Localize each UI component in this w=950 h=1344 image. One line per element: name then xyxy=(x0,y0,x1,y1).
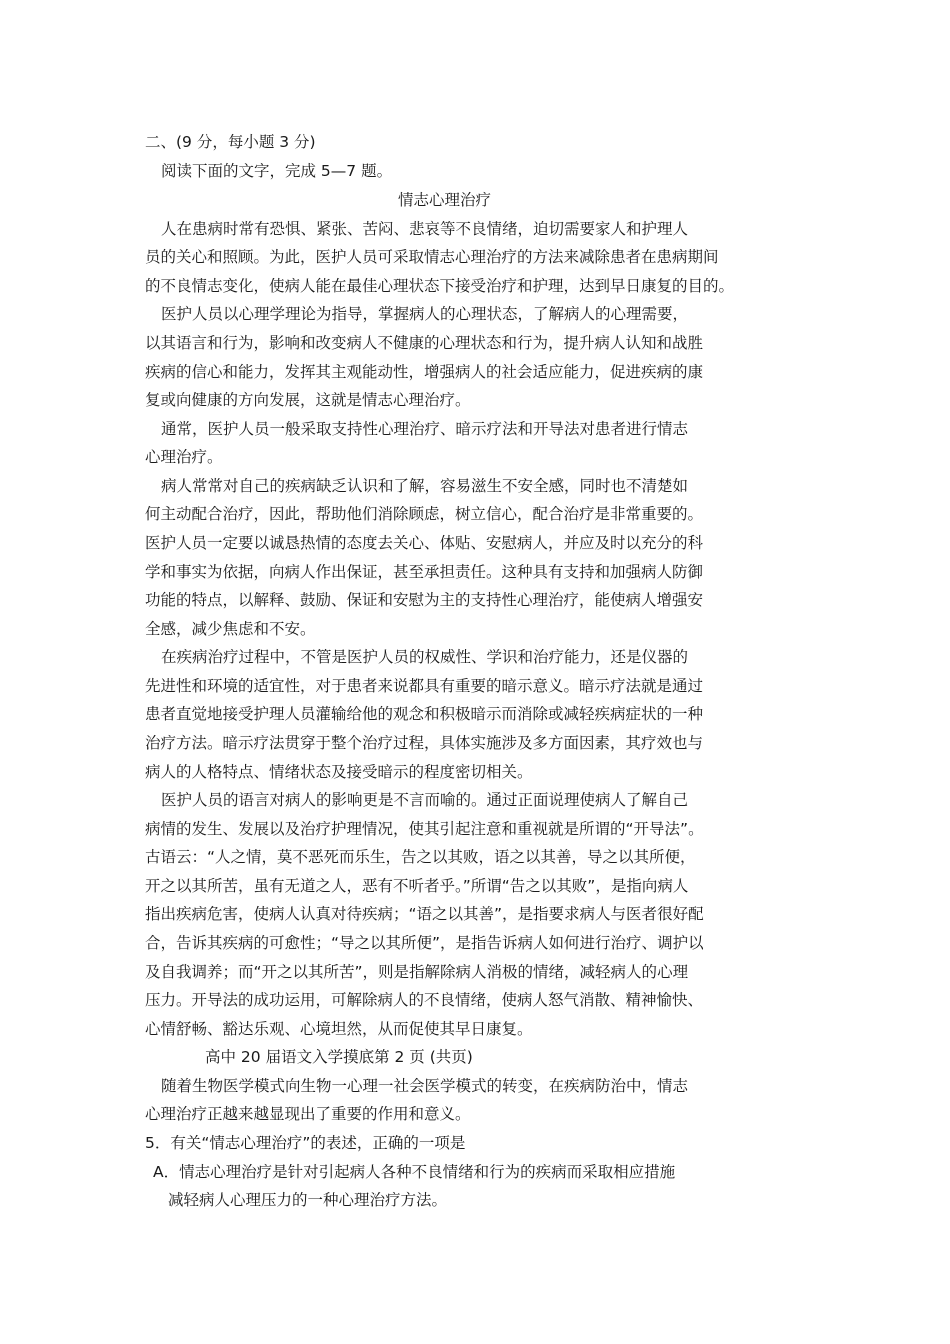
section-instruction: 阅读下面的文字，完成 5—7 题。 xyxy=(161,162,393,180)
paragraph-line: 心理治疗。 xyxy=(145,448,223,466)
paragraph-line: 何主动配合治疗，因此，帮助他们消除顾虑，树立信心，配合治疗是非常重要的。 xyxy=(145,505,704,523)
paragraph-line: 功能的特点，以解释、鼓励、保证和安慰为主的支持性心理治疗，能使病人增强安 xyxy=(145,591,704,609)
page-footer: 高中 20 届语文入学摸底第 2 页 (共页) xyxy=(205,1048,473,1066)
paragraph-line: 合，告诉其疾病的可愈性；“导之以其所便”，是指告诉病人如何进行治疗、调护以 xyxy=(145,934,704,952)
paragraph-line: 随着生物医学模式向生物一心理一社会医学模式的转变，在疾病防治中，情志 xyxy=(161,1077,689,1095)
paragraph-line: 指出疾病危害，使病人认真对待疾病；“语之以其善”，是指要求病人与医者很好配 xyxy=(145,905,704,923)
paragraph-line: 全感，减少焦虑和不安。 xyxy=(145,620,316,638)
paragraph-line: 医护人员的语言对病人的影响更是不言而喻的。通过正面说理使病人了解自己 xyxy=(161,791,689,809)
paragraph-line: 病情的发生、发展以及治疗护理情况，使其引起注意和重视就是所谓的“开导法”。 xyxy=(145,820,704,838)
paragraph-line: 压力。开导法的成功运用，可解除病人的不良情绪，使病人怒气消散、精神愉快、 xyxy=(145,991,704,1009)
option-a-line: 减轻病人心理压力的一种心理治疗方法。 xyxy=(168,1191,448,1209)
paragraph-line: 以其语言和行为，影响和改变病人不健康的心理状态和行为，提升病人认知和战胜 xyxy=(145,334,704,352)
paragraph-line: 开之以其所苦，虽有无道之人，恶有不听者乎。”所谓“告之以其败”，是指向病人 xyxy=(145,877,689,895)
paragraph-line: 及自我调养；而“开之以其所苦”，则是指解除病人消极的情绪，减轻病人的心理 xyxy=(145,963,689,981)
section-header: 二、(9 分，每小题 3 分) xyxy=(145,133,316,151)
paragraph-line: 病人常常对自己的疾病缺乏认识和了解，容易滋生不安全感，同时也不清楚如 xyxy=(161,477,689,495)
paragraph-line: 人在患病时常有恐惧、紧张、苦闷、悲哀等不良情绪，迫切需要家人和护理人 xyxy=(161,220,689,238)
paragraph-line: 在疾病治疗过程中，不管是医护人员的权威性、学识和治疗能力，还是仪器的 xyxy=(161,648,689,666)
paragraph-line: 复或向健康的方向发展，这就是情志心理治疗。 xyxy=(145,391,471,409)
paragraph-line: 医护人员以心理学理论为指导，掌握病人的心理状态，了解病人的心理需要， xyxy=(161,305,689,323)
paragraph-line: 患者直觉地接受护理人员灌输给他的观念和积极暗示而消除或减轻疾病症状的一种 xyxy=(145,705,704,723)
paragraph-line: 心情舒畅、豁达乐观、心境坦然，从而促使其早日康复。 xyxy=(145,1020,533,1038)
option-a-line: A．情志心理治疗是针对引起病人各种不良情绪和行为的疾病而采取相应措施 xyxy=(153,1163,676,1181)
question-stem: 5．有关“情志心理治疗”的表述，正确的一项是 xyxy=(145,1134,466,1152)
paragraph-line: 的不良情志变化，使病人能在最佳心理状态下接受治疗和护理，达到早日康复的目的。 xyxy=(145,277,735,295)
article-title: 情志心理治疗 xyxy=(398,191,492,209)
paragraph-line: 古语云：“人之情，莫不恶死而乐生，告之以其败，语之以其善，导之以其所便， xyxy=(145,848,696,866)
paragraph-line: 治疗方法。暗示疗法贯穿于整个治疗过程，具体实施涉及多方面因素，其疗效也与 xyxy=(145,734,704,752)
paragraph-line: 心理治疗正越来越显现出了重要的作用和意义。 xyxy=(145,1105,471,1123)
paragraph-line: 通常，医护人员一般采取支持性心理治疗、暗示疗法和开导法对患者进行情志 xyxy=(161,420,689,438)
paragraph-line: 学和事实为依据，向病人作出保证，甚至承担责任。这种具有支持和加强病人防御 xyxy=(145,563,704,581)
paragraph-line: 疾病的信心和能力，发挥其主观能动性，增强病人的社会适应能力，促进疾病的康 xyxy=(145,363,704,381)
paragraph-line: 先进性和环境的适宜性，对于患者来说都具有重要的暗示意义。暗示疗法就是通过 xyxy=(145,677,704,695)
paragraph-line: 医护人员一定要以诚恳热情的态度去关心、体贴、安慰病人，并应及时以充分的科 xyxy=(145,534,704,552)
paragraph-line: 病人的人格特点、情绪状态及接受暗示的程度密切相关。 xyxy=(145,763,533,781)
paragraph-line: 员的关心和照顾。为此，医护人员可采取情志心理治疗的方法来减除患者在患病期间 xyxy=(145,248,719,266)
